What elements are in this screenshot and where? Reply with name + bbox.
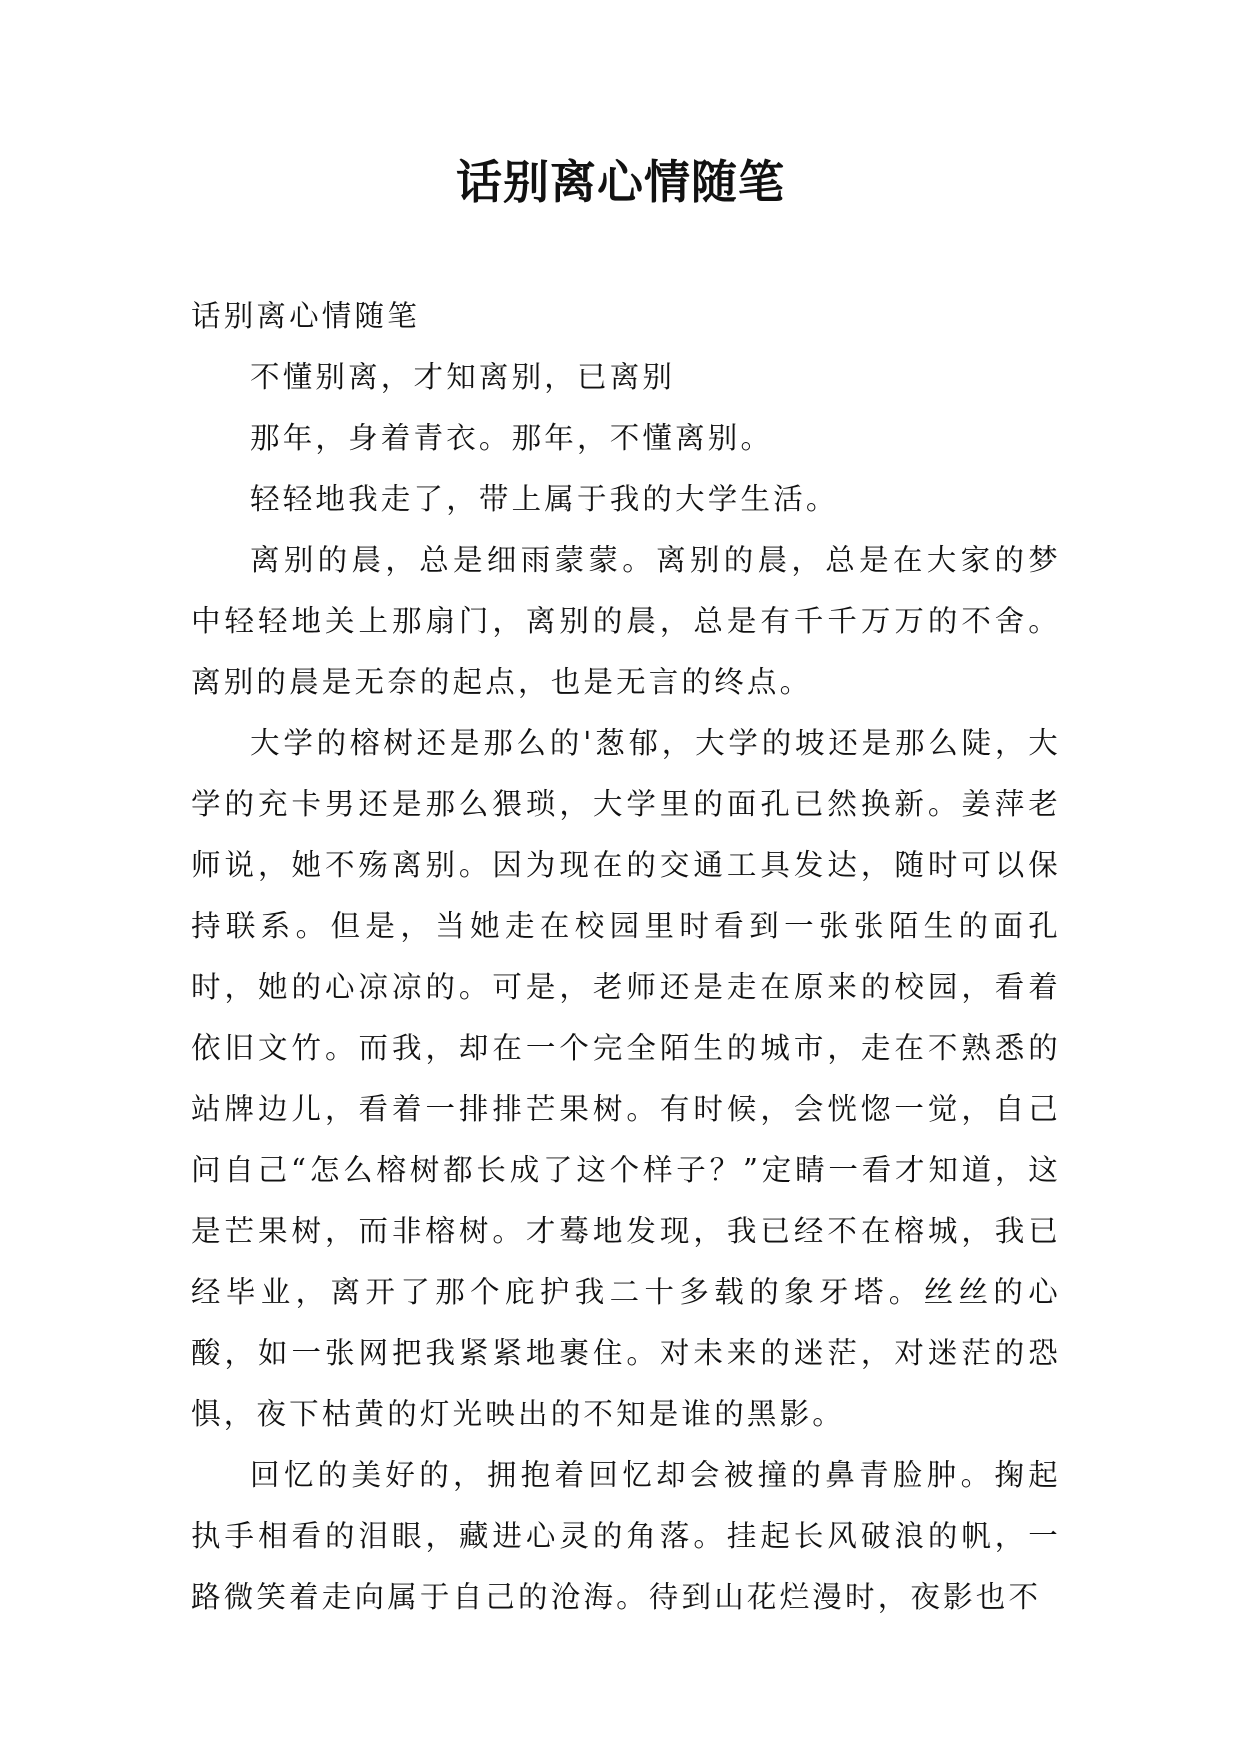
paragraph: 回忆的美好的，拥抱着回忆却会被撞的鼻青脸肿。掬起执手相看的泪眼，藏进心灵的角落。挂起长风破浪的帆，一路微笑着走向属于自己的沧海。待到山花烂漫时，夜影也不 (191, 1458, 1061, 1614)
paragraph-heading: 话别离心情随笔 (191, 299, 420, 333)
paragraph: 不懂别离，才知离别，已离别 (250, 360, 676, 394)
paragraph: 那年，身着青衣。那年，不懂离别。 (250, 421, 774, 455)
document-body (191, 286, 1061, 1628)
paragraph: 离别的晨，总是细雨蒙蒙。离别的晨，总是在大家的梦中轻轻地关上那扇门，离别的晨，总是有千千万万的不舍。离别的晨是无奈的起点，也是无言的终点。 (191, 543, 1061, 699)
paragraph: 大学的榕树还是那么的'葱郁，大学的坡还是那么陡，大学的充卡男还是那么猥琐，大学里的面孔已然换新。姜萍老师说，她不殇离别。因为现在的交通工具发达，随时可以保持联系。但是，当她走在校园里时看到一张张陌生的面孔时，她的心凉凉的。可是，老师还是走在原来的校园，看着依旧文竹。而我，却在一个完全陌生的城市，走在不熟悉的站牌边儿，看着一排排芒果树。有时候，会恍惚一觉，自己问自己“怎么榕树都长成了这个样子？”定睛一看才知道，这是芒果树，而非榕树。才蓦地发现，我已经不在榕城，我已经毕业，离开了那个庇护我二十多载的象牙塔。丝丝的心酸，如一张网把我紧紧地裹住。对未来的迷茫，对迷茫的恐惧，夜下枯黄的灯光映出的不知是谁的黑影。 (191, 726, 1061, 1431)
paragraph: 轻轻地我走了，带上属于我的大学生活。 (250, 482, 839, 516)
document-title: 话别离心情随笔 (456, 155, 785, 209)
